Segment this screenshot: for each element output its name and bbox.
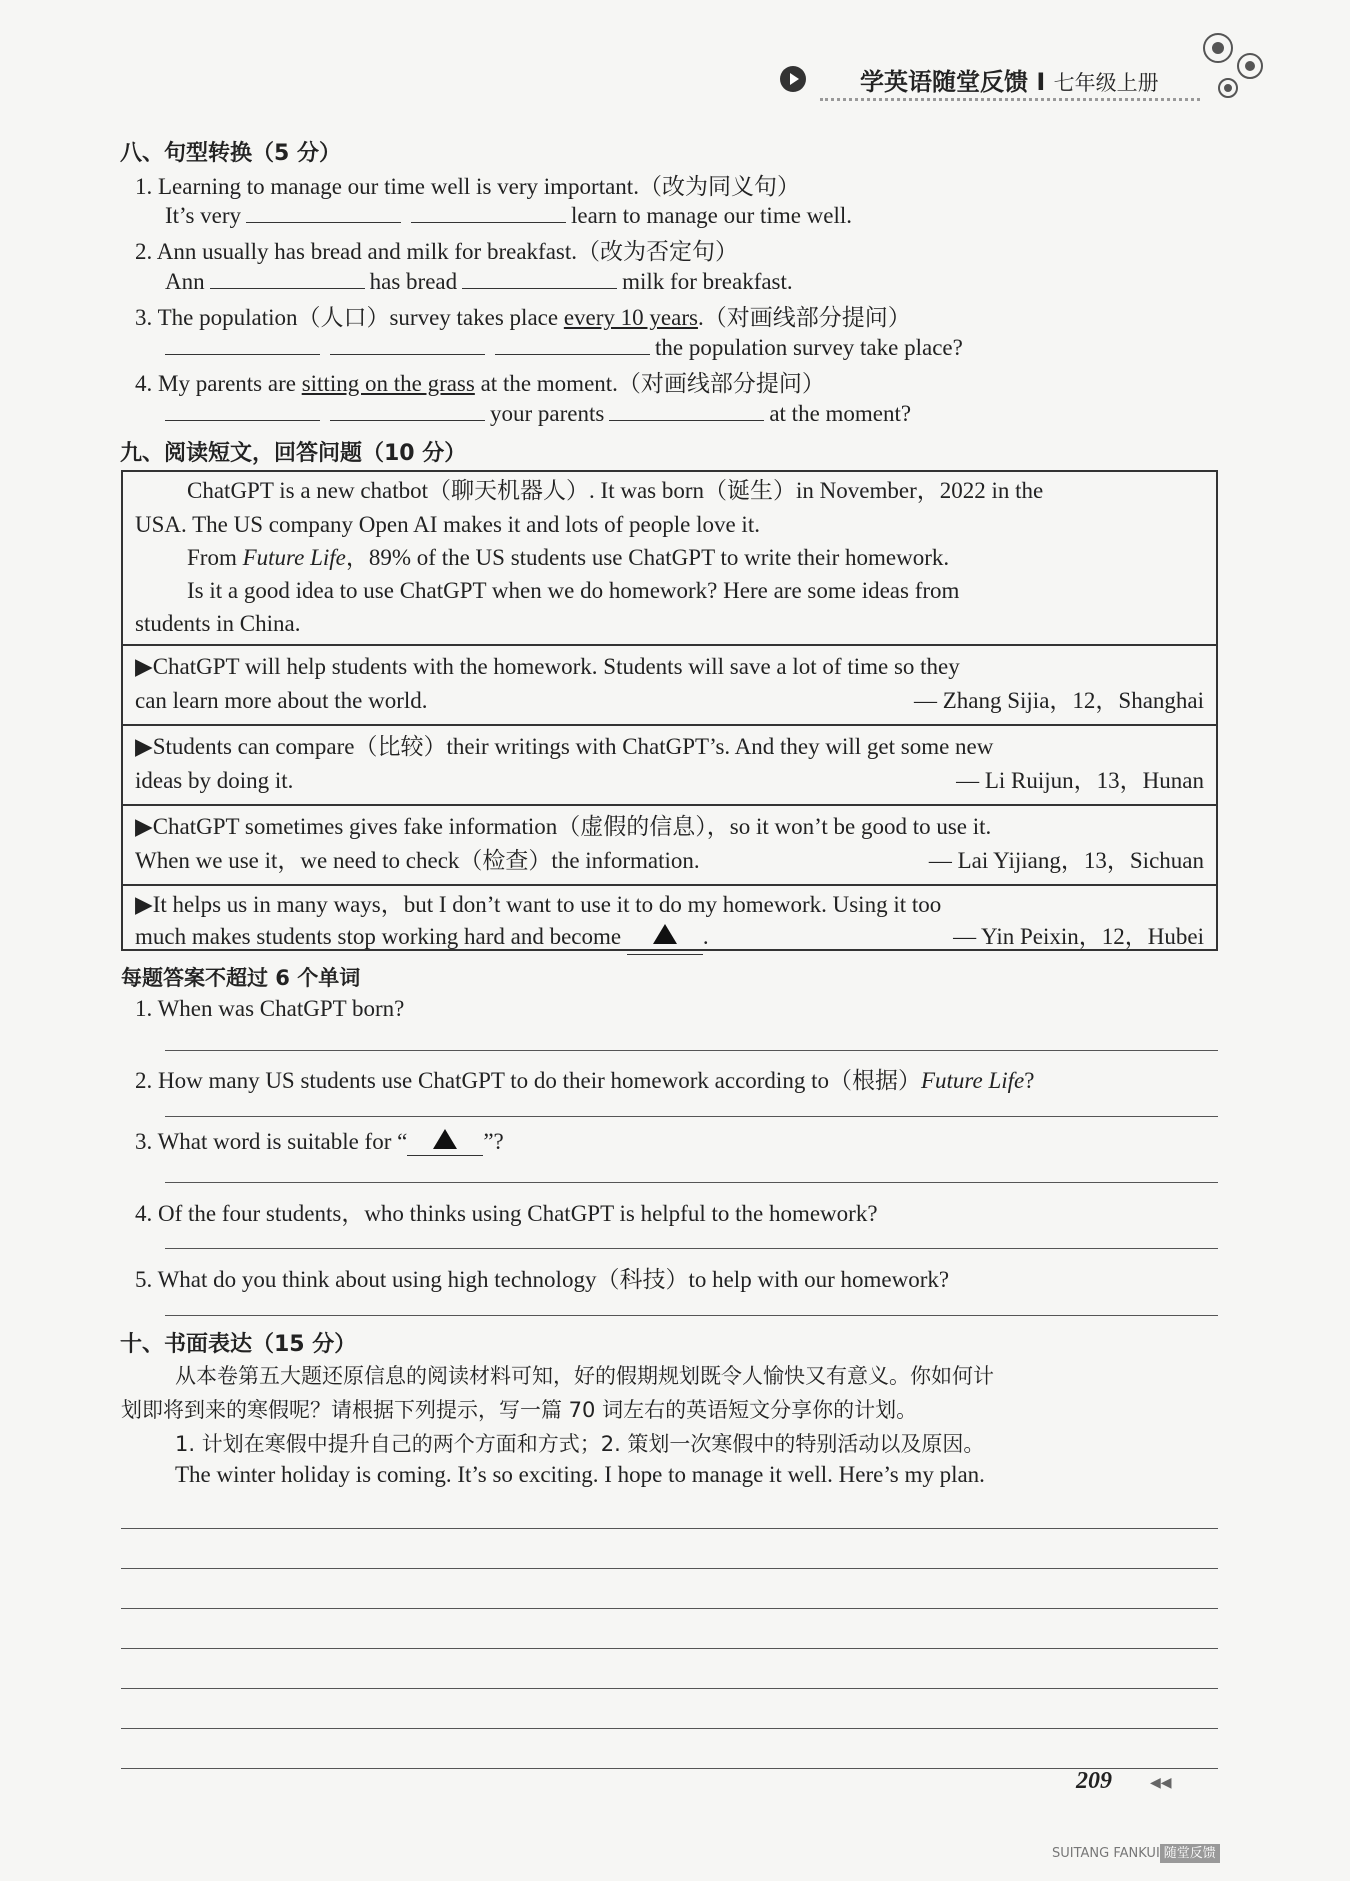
writing-line[interactable] [121,1728,1218,1729]
book-title: 学英语随堂反馈 I 七年级上册 [860,68,1159,96]
writing-line[interactable] [121,1568,1218,1569]
opinion-line: ▶Students can compare（比较）their writings with ChatGPT’s. And they will get some new [135,734,994,759]
opinion-line: much makes students stop working hard and become . [135,920,709,955]
answer-note: 每题答案不超过 6 个单词 [121,966,361,990]
writing-line[interactable] [121,1688,1218,1689]
writing-line[interactable] [121,1528,1218,1529]
s8-q4-answer: your parents at the moment? [160,398,911,427]
s8-q3-answer: the population survey take place? [160,332,963,361]
opinion-line: When we use it，we need to check（检查）the information. [135,848,700,873]
s9-q2: 2. How many US students use ChatGPT to do their homework according to（根据）Future Life? [135,1068,1035,1093]
passage-line: USA. The US company Open AI makes it and lots of people love it. [135,512,760,537]
s10-opening: The winter holiday is coming. It’s so exciting. I hope to manage it well. Here’s my plan. [175,1462,985,1487]
play-icon [780,66,806,92]
arrow-left-icon: ◀◀ [1150,1776,1172,1791]
page-header [780,58,1200,98]
writing-line[interactable] [121,1648,1218,1649]
answer-line[interactable] [165,1315,1218,1316]
opinion-box [123,724,1216,804]
reading-passage-box [121,470,1218,951]
opinion-box [123,804,1216,884]
opinion-author: — Yin Peixin，12，Hubei [953,924,1204,949]
blank[interactable] [462,266,617,289]
answer-line[interactable] [165,1182,1218,1183]
triangle-blank-icon [653,924,677,944]
s8-q3: 3. The population（人口）survey takes place every 10 years.（对画线部分提问） [135,305,911,330]
triangle-blank-icon [433,1129,457,1149]
answer-line[interactable] [165,1050,1218,1051]
blank[interactable] [246,200,401,223]
opinion-box [123,884,1216,951]
s8-q4: 4. My parents are sitting on the grass at the moment.（对画线部分提问） [135,371,825,396]
s8-q2: 2. Ann usually has bread and milk for breakfast.（改为否定句） [135,239,738,264]
passage-line: students in China. [135,611,301,636]
s8-q2-answer: Ann has bread milk for breakfast. [165,266,793,295]
blank[interactable] [411,200,566,223]
passage-line: From Future Life，89% of the US students use ChatGPT to write their homework. [187,545,950,570]
opinion-line: ideas by doing it. [135,768,294,793]
section-9-title: 九、阅读短文，回答问题（10 分） [120,441,467,466]
section-8-title: 八、句型转换（5 分） [120,141,341,166]
s9-q4: 4. Of the four students，who thinks using ChatGPT is helpful to the homework? [135,1201,878,1226]
blank[interactable] [330,398,485,421]
blank[interactable] [210,266,365,289]
blank[interactable] [330,332,485,355]
blank[interactable] [165,398,320,421]
passage-line: Is it a good idea to use ChatGPT when we do homework? Here are some ideas from [187,578,960,603]
opinion-line: ▶ChatGPT will help students with the homework. Students will save a lot of time so they [135,654,960,679]
header-divider [820,98,1200,101]
footer-brand: SUITANG FANKUI 随堂反馈 [1052,1842,1220,1861]
opinion-author: — Lai Yijiang，13，Sichuan [928,848,1204,873]
section-10-title: 十、书面表达（15 分） [120,1332,357,1357]
opinion-line: ▶ChatGPT sometimes gives fake information（虚假的信息），so it won’t be good to use it. [135,814,992,839]
s8-q1: 1. Learning to manage our time well is very important.（改为同义句） [135,174,800,199]
opinion-box [123,644,1216,724]
answer-line[interactable] [165,1116,1218,1117]
blank[interactable] [609,398,764,421]
s10-hints: 1. 计划在寒假中提升自己的两个方面和方式；2. 策划一次寒假中的特别活动以及原因。 [175,1432,985,1456]
blank[interactable] [165,332,320,355]
opinion-author: — Zhang Sijia，12，Shanghai [913,688,1204,713]
s10-instruction: 从本卷第五大题还原信息的阅读材料可知，好的假期规划既令人愉快又有意义。你如何计 [175,1364,994,1388]
s10-instruction: 划即将到来的寒假呢？请根据下列提示，写一篇 70 词左右的英语短文分享你的计划。 [121,1398,918,1422]
passage-line: ChatGPT is a new chatbot（聊天机器人）. It was born（诞生）in November，2022 in the [187,478,1044,503]
opinion-line: can learn more about the world. [135,688,428,713]
answer-line[interactable] [165,1248,1218,1249]
flower-decoration-icon [1188,18,1278,108]
writing-line[interactable] [121,1608,1218,1609]
opinion-author: — Li Ruijun，13，Hunan [956,768,1204,793]
blank[interactable] [495,332,650,355]
s9-q3: 3. What word is suitable for “ ”? [135,1129,504,1154]
writing-line[interactable] [121,1768,1218,1769]
page-number: 209 [1076,1768,1112,1794]
s9-q5: 5. What do you think about using high technology（科技）to help with our homework? [135,1267,950,1292]
s8-q1-answer: It’s very learn to manage our time well. [165,200,852,229]
s9-q1: 1. When was ChatGPT born? [135,996,405,1021]
opinion-line: ▶It helps us in many ways，but I don’t want to use it to do my homework. Using it too [135,892,942,917]
